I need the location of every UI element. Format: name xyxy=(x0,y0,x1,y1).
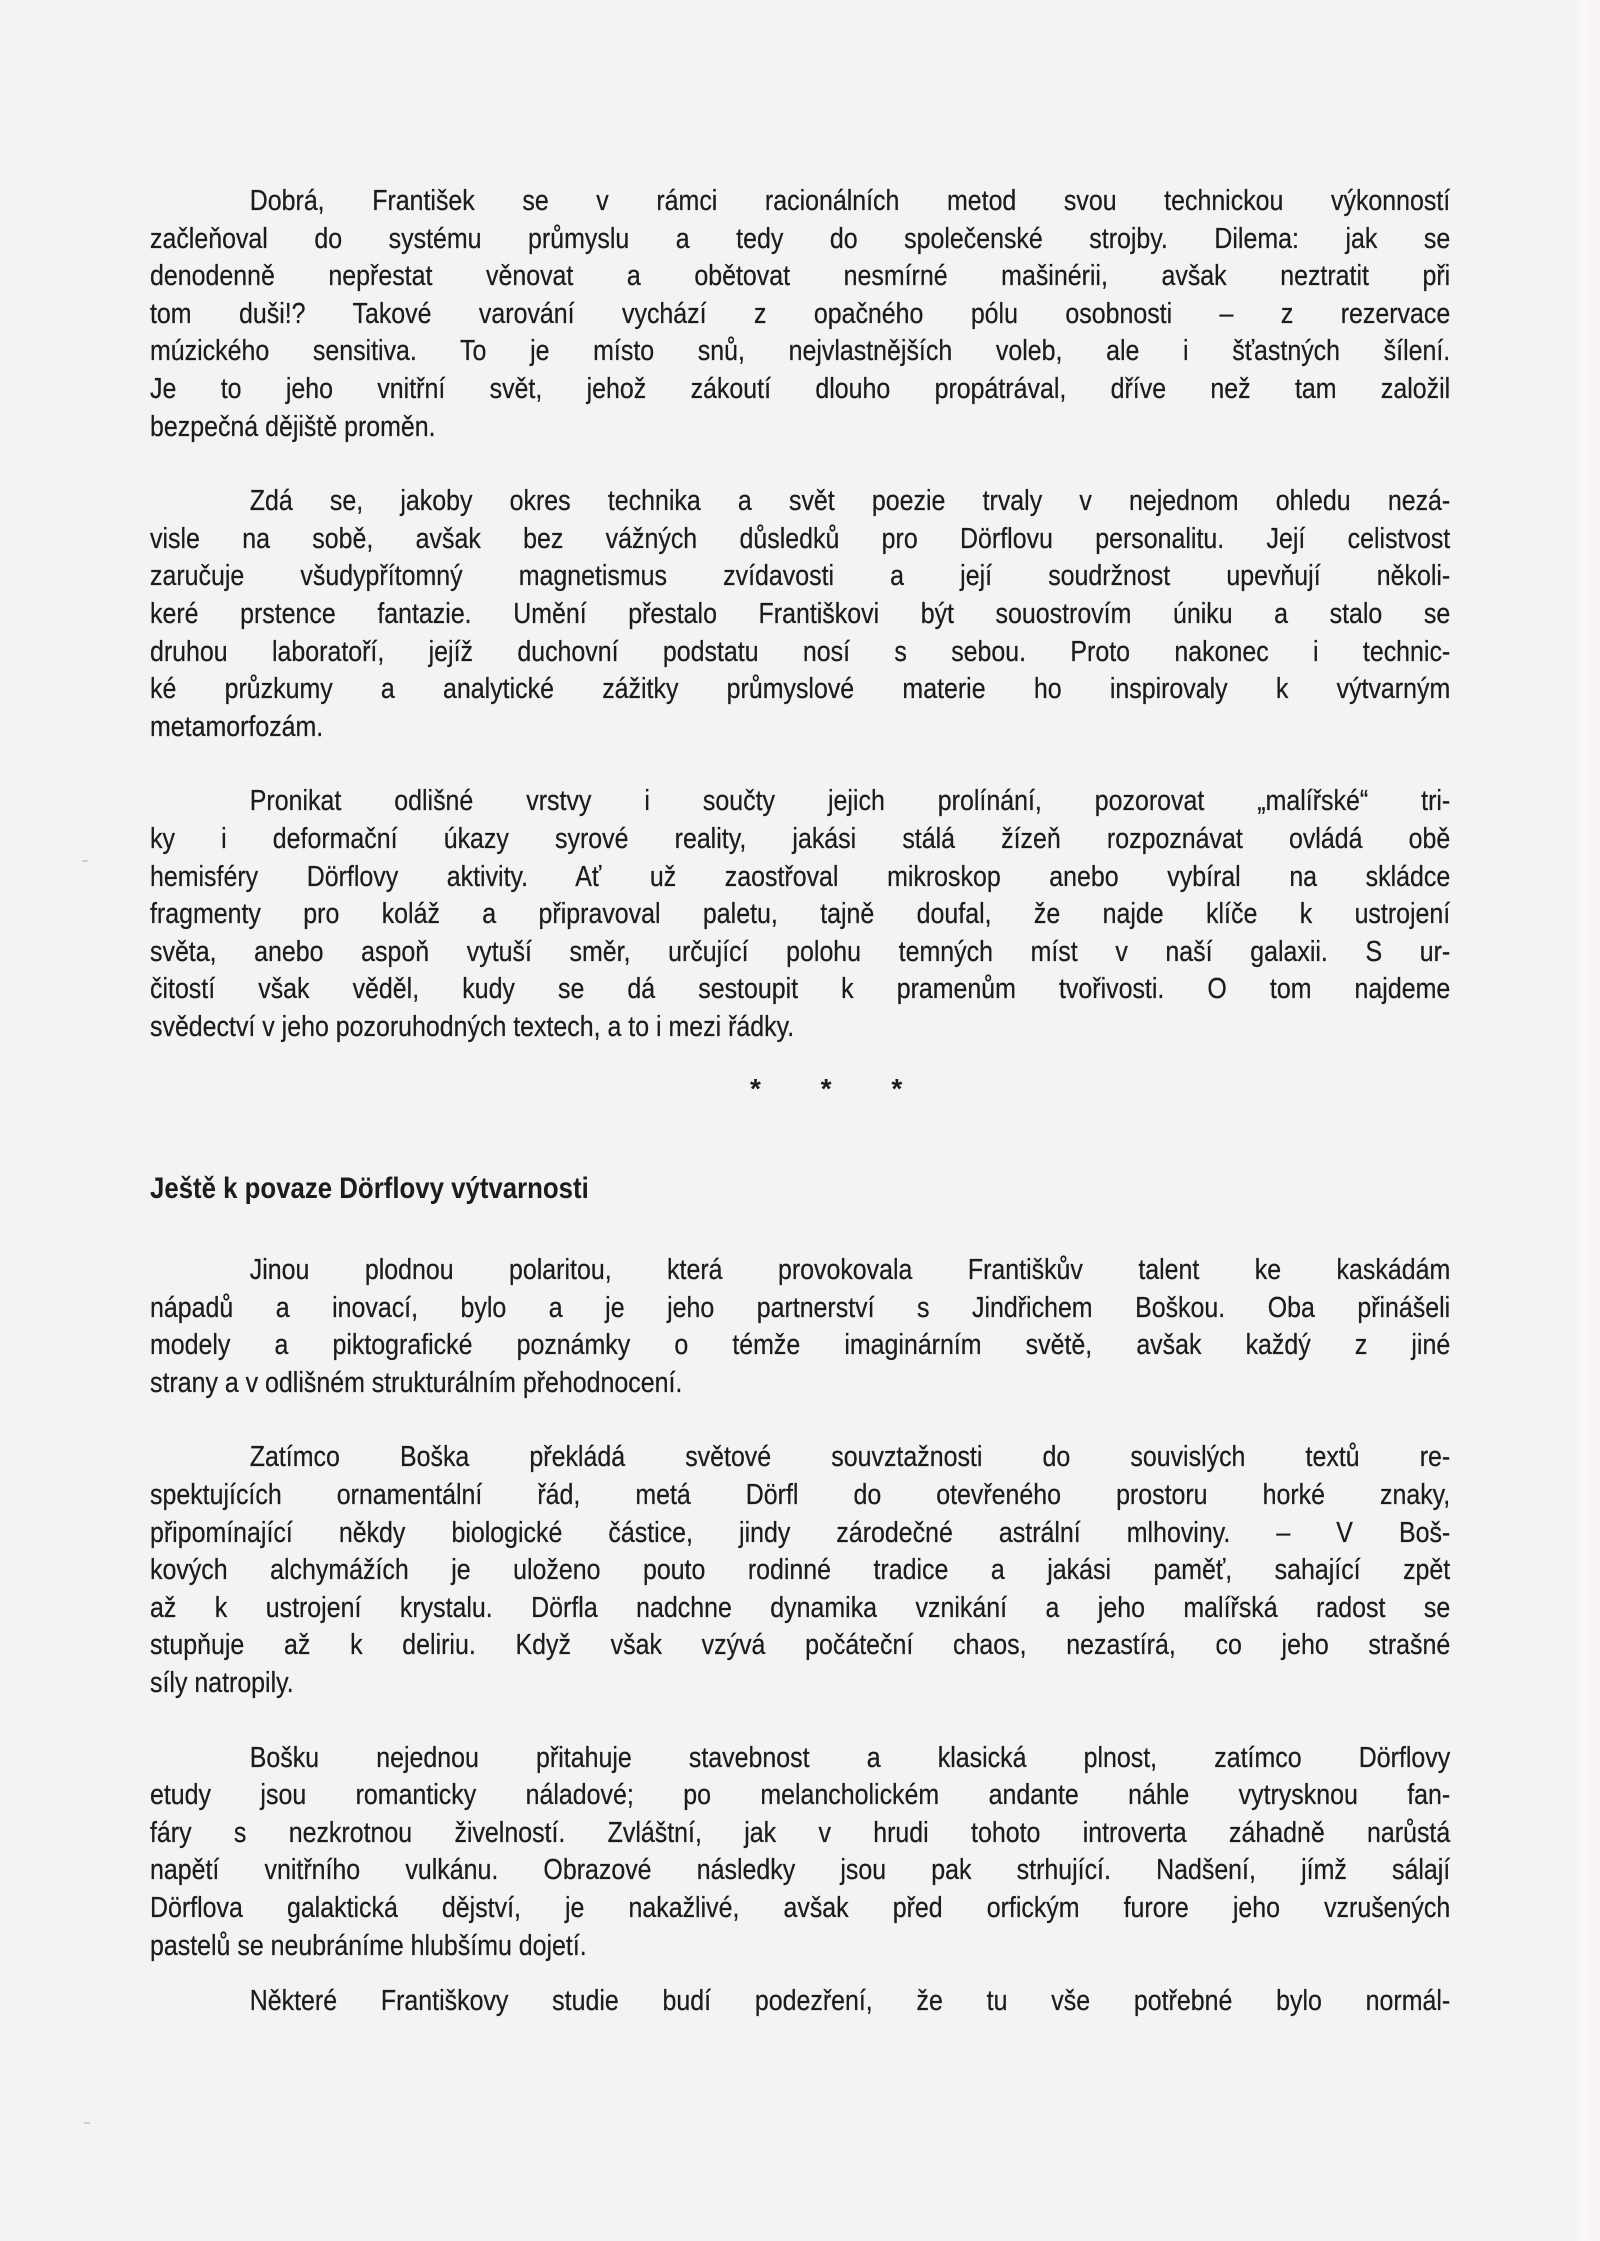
section-1 xyxy=(150,183,1450,1046)
text-line: tom duši!? Takové varování vychází z opačného pólu osobnosti – z rezervace xyxy=(150,297,1451,330)
text-line: Bošku nejednou přitahuje stavebnost a klasická plnost, zatímco Dörflovy xyxy=(249,1741,1451,1774)
section-separator: * * * xyxy=(750,1073,929,1104)
section-2 xyxy=(150,1252,1450,2021)
text-line: fáry s nezkrotnou živelností. Zvláštní, jak v hrudi tohoto introverta záhadně narůstá xyxy=(150,1816,1451,1849)
text-line: až k ustrojení krystalu. Dörfla nadchne dynamika vznikání a jeho malířská radost se xyxy=(150,1591,1451,1624)
text-line: světa, anebo aspoň vytuší směr, určující polohu temných míst v naší galaxii. S ur- xyxy=(150,935,1451,968)
text-line: stupňuje až k deliriu. Když však vzývá počáteční chaos, nezastírá, co jeho strašné xyxy=(150,1629,1451,1662)
text-line: Některé Františkovy studie budí podezření, že tu vše potřebné bylo normál- xyxy=(249,1985,1451,2018)
scan-speck xyxy=(84,2122,90,2124)
scan-speck xyxy=(82,860,88,862)
text-line: visle na sobě, avšak bez vážných důsledků pro Dörflovu personalitu. Její celistvost xyxy=(150,522,1451,555)
text-line: strany a v odlišném strukturálním přehodnocení. xyxy=(150,1366,683,1399)
text-line: modely a piktografické poznámky o témže imaginárním světě, avšak každý z jiné xyxy=(150,1329,1451,1362)
text-line: Jinou plodnou polaritou, která provokovala Františkův talent ke kaskádám xyxy=(249,1254,1451,1286)
text-line: etudy jsou romanticky náladové; po melancholickém andante náhle vytrysknou fan- xyxy=(150,1779,1451,1812)
text-line: síly natropily. xyxy=(150,1666,294,1699)
paragraph-7 xyxy=(150,1983,1450,2021)
page-edge-shadow xyxy=(1572,0,1600,2241)
text-line: druhou laboratoří, jejíž duchovní podstatu nosí s sebou. Proto nakonec i technic- xyxy=(150,635,1451,668)
text-line: fragmenty pro koláž a připravoval paletu, tajně doufal, že najde klíče k ustrojení xyxy=(150,898,1451,931)
paragraph-1 xyxy=(150,183,1450,446)
text-line: Pronikat odlišné vrstvy i součty jejich prolínání, pozorovat „malířské“ tri- xyxy=(249,785,1451,818)
paragraph-3 xyxy=(150,783,1450,1046)
text-line: pastelů se neubráníme hlubšímu dojetí. xyxy=(150,1929,587,1962)
text-line: připomínající někdy biologické částice, jindy zárodečné astrální mlhoviny. – V Boš- xyxy=(150,1516,1451,1549)
text-line: metamorfozám. xyxy=(150,710,324,743)
text-line: začleňoval do systému průmyslu a tedy do společenské strojby. Dilema: jak se xyxy=(150,222,1451,255)
section-heading: Ještě k povaze Dörflovy výtvarnosti xyxy=(150,1172,589,1205)
text-line: múzického sensitiva. To je místo snů, nejvlastnějších voleb, ale i šťastných šílení. xyxy=(150,335,1451,368)
paragraph-2 xyxy=(150,483,1450,746)
text-line: bezpečná dějiště proměn. xyxy=(150,410,436,443)
text-line: Zatímco Boška překládá světové souvztažnosti do souvislých textů re- xyxy=(249,1441,1451,1474)
text-line: Zdá se, jakoby okres technika a svět poezie trvaly v nejednom ohledu nezá- xyxy=(249,485,1451,518)
text-line: keré prstence fantazie. Umění přestalo Františkovi být souostrovím úniku a stalo se xyxy=(150,597,1451,630)
text-line: ky i deformační úkazy syrové reality, jakási stálá žízeň rozpoznávat ovládá obě xyxy=(150,822,1451,855)
text-line: hemisféry Dörflovy aktivity. Ať už zaostřoval mikroskop anebo vybíral na skládce xyxy=(150,860,1451,893)
text-line: Je to jeho vnitřní svět, jehož zákoutí dlouho propátrával, dříve než tam založil xyxy=(150,372,1451,405)
paragraph-5 xyxy=(150,1439,1450,1702)
text-line: svědectví v jeho pozoruhodných textech, a to i mezi řádky. xyxy=(150,1010,795,1043)
text-line: kových alchymážích je uloženo pouto rodinné tradice a jakási paměť, sahající zpět xyxy=(150,1554,1451,1587)
text-line: Dörflova galaktická dějství, je nakažlivé, avšak před orfickým furore jeho vzrušených xyxy=(150,1891,1451,1924)
paragraph-6 xyxy=(150,1740,1450,1966)
text-line: čitostí však věděl, kudy se dá sestoupit k pramenům tvořivosti. O tom najdeme xyxy=(150,973,1451,1006)
text-line: Dobrá, František se v rámci racionálních metod svou technickou výkonností xyxy=(249,185,1451,217)
text-line: denodenně nepřestat věnovat a obětovat nesmírné mašinérii, avšak neztratit při xyxy=(150,260,1451,293)
paragraph-4 xyxy=(150,1252,1450,1402)
text-line: spektujících ornamentální řád, metá Dörfl do otevřeného prostoru horké znaky, xyxy=(150,1478,1451,1511)
text-line: napětí vnitřního vulkánu. Obrazové následky jsou pak strhující. Nadšení, jímž sálají xyxy=(150,1854,1451,1887)
text-line: zaručuje všudypřítomný magnetismus zvídavosti a její soudržnost upevňují několi- xyxy=(150,560,1451,593)
text-line: nápadů a inovací, bylo a je jeho partnerství s Jindřichem Boškou. Oba přinášeli xyxy=(150,1291,1451,1324)
text-line: ké průzkumy a analytické zážitky průmyslové materie ho inspirovaly k výtvarným xyxy=(150,673,1451,706)
